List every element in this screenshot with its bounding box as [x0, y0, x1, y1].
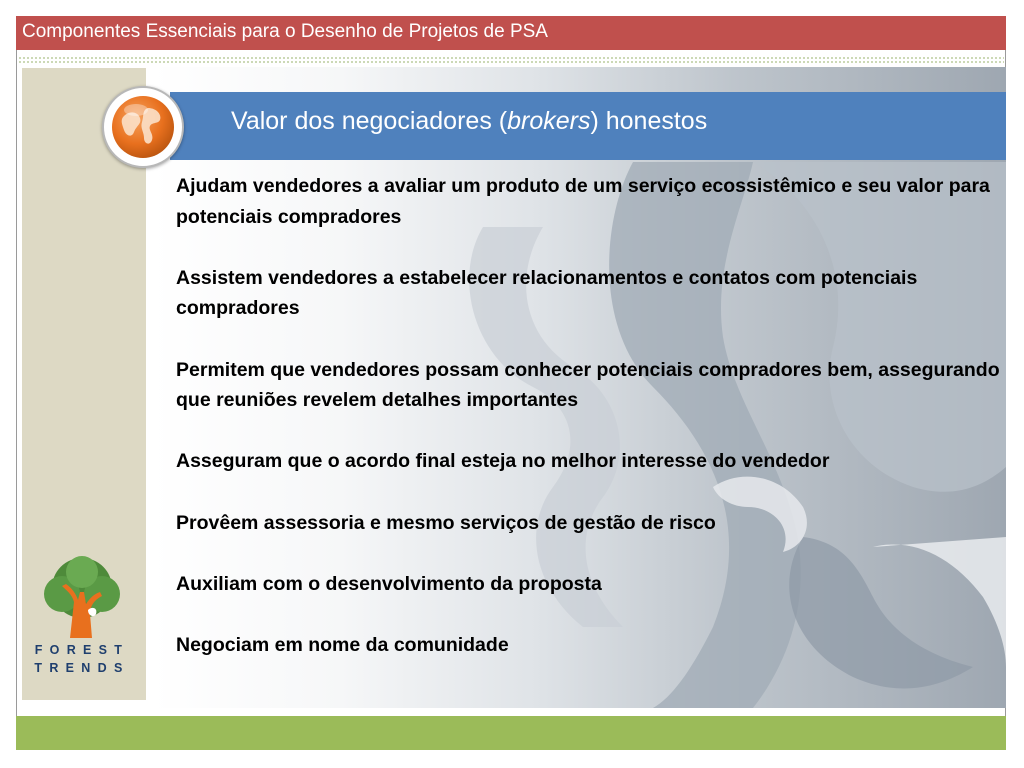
list-item: Provêem assessoria e mesmo serviços de gestão de risco	[176, 511, 716, 534]
header-title: Componentes Essenciais para o Desenho de Projetos de PSA	[22, 21, 548, 42]
list-item: Asseguram que o acordo final esteja no melhor interesse do vendedor	[176, 450, 830, 473]
bullet-list	[176, 171, 1016, 691]
dotted-divider	[18, 56, 1004, 64]
forest-trends-tree-icon	[32, 552, 136, 642]
list-item: Assistem vendedores a estabelecer relacionamentos e contatos com potenciais compradores	[176, 266, 918, 320]
list-item: Auxiliam com o desenvolvimento da proposta	[176, 572, 602, 595]
logo-word-trends: TRENDS	[34, 661, 130, 675]
list-item: Negociam em nome da comunidade	[176, 633, 509, 656]
logo-word-forest: FOREST	[34, 643, 130, 657]
slide-title-italic: brokers	[507, 107, 591, 135]
list-item: Permitem que vendedores possam conhecer potenciais compradores bem, assegurando que reuniões revelem detalhes importantes	[176, 358, 1000, 412]
globe-icon	[110, 94, 176, 160]
globe-badge	[102, 86, 184, 168]
list-item: Ajudam vendedores a avaliar um produto de um serviço ecossistêmico e seu valor para potenciais compradores	[176, 175, 990, 228]
slide-title: Valor dos negociadores (brokers) honestos	[231, 107, 708, 135]
footer-bar	[16, 716, 1006, 750]
header-bar	[16, 16, 1006, 50]
